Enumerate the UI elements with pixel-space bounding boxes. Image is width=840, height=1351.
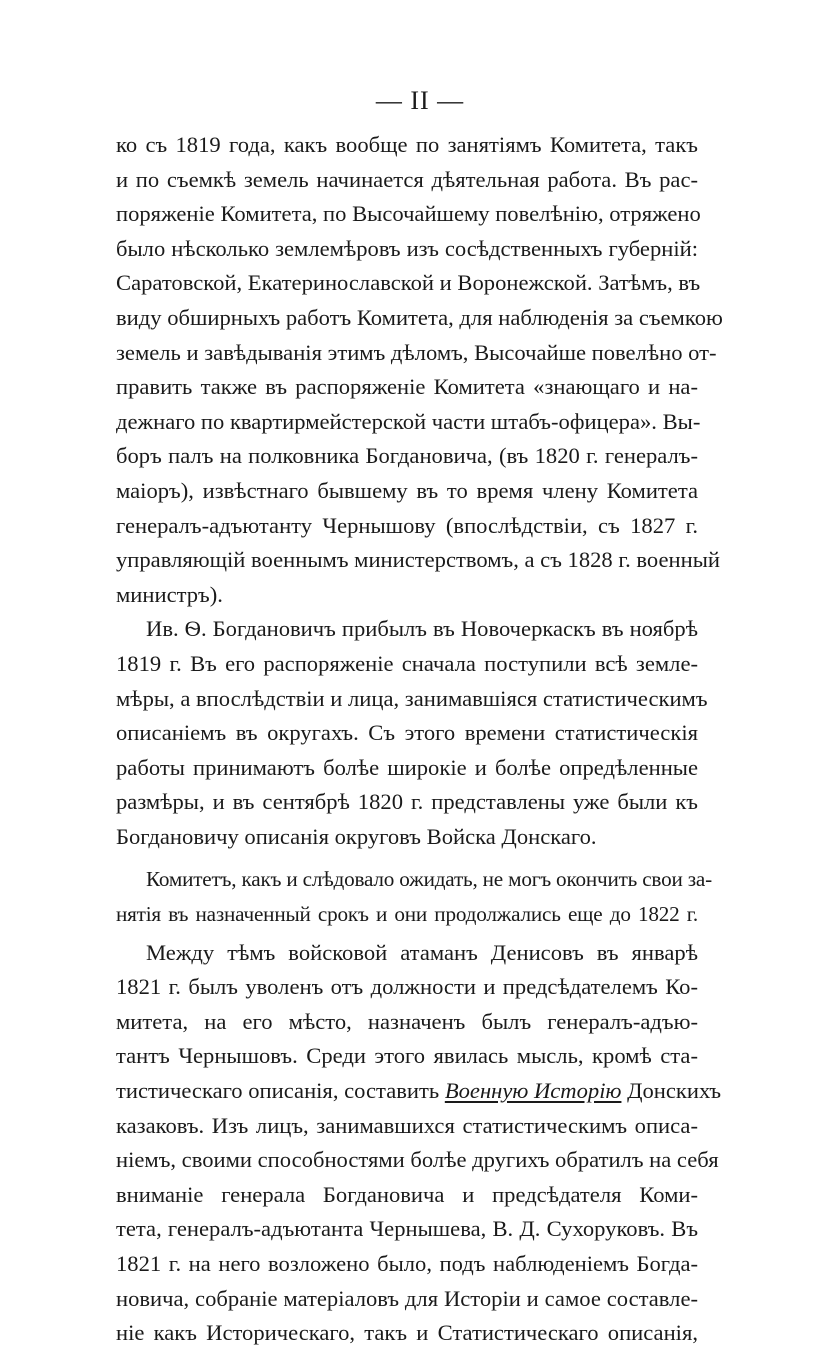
text-line: ко съ 1819 года, какъ вообще по занятіямъ Комитета, такъ	[116, 132, 698, 157]
text-line: земель и завѣдыванія этимъ дѣломъ, Высочайше повелѣно от-	[116, 339, 717, 365]
emphasized-title: Военную Исторію	[444, 1078, 622, 1104]
body-text	[116, 128, 723, 1351]
text-line: тета, генералъ-адъютанта Чернышева, В. Д. Сухоруковъ. Въ	[116, 1216, 698, 1242]
text-line: было нѣсколько землемѣровъ изъ сосѣдственныхъ губерній:	[116, 235, 698, 261]
text-line-with-emphasis	[116, 1074, 722, 1109]
text-line: нятія въ назначенный срокъ и они продолжались еще до 1822 г.	[116, 902, 698, 927]
text-line: ніе какъ Историческаго, такъ и Статистическаго описанія,	[116, 1320, 698, 1346]
text-line: размѣры, и въ сентябрѣ 1820 г. представлены уже были къ	[116, 789, 698, 815]
text-line: работы принимаютъ болѣе широкіе и болѣе опредѣленные	[116, 754, 698, 780]
page-number: — II —	[375, 86, 465, 115]
text-line: поряженіе Комитета, по Высочайшему повелѣнію, отряжено	[116, 201, 701, 227]
text-line: виду обширныхъ работъ Комитета, для наблюденія за съемкою	[116, 304, 723, 330]
text-line: 1821 г. на него возложено было, подъ наблюденіемъ Богда-	[116, 1251, 698, 1276]
paragraph-3	[116, 862, 712, 931]
text-line: тантъ Чернышовъ. Среди этого явилась мысль, кромѣ ста-	[116, 1043, 698, 1069]
text-line: боръ палъ на полковника Богдановича, (въ 1820 г. генералъ-	[116, 443, 698, 469]
text-line: Богдановичу описанія округовъ Войска Донскаго.	[116, 823, 597, 849]
paragraph-4	[116, 936, 722, 1351]
text-line: 1821 г. былъ уволенъ отъ должности и предсѣдателемъ Ко-	[116, 974, 698, 1000]
text-line: Между тѣмъ войсковой атаманъ Денисовъ въ январѣ	[146, 939, 698, 965]
text-line: казаковъ. Изъ лицъ, занимавшихся статистическимъ описа-	[116, 1112, 698, 1138]
text-segment: тистическаго описанія, составить	[116, 1078, 440, 1104]
text-line: министръ).	[116, 581, 223, 607]
text-line: 1819 г. Въ его распоряженіе сначала поступили всѣ земле-	[116, 650, 698, 676]
text-line: описаніемъ въ округахъ. Съ этого времени статистическія	[116, 720, 698, 746]
text-line: Саратовской, Екатеринославской и Воронежской. Затѣмъ, въ	[116, 270, 701, 296]
text-line: митета, на его мѣсто, назначенъ былъ генералъ-адъю-	[116, 1008, 698, 1034]
text-line: маіоръ), извѣстнаго бывшему въ то время члену Комитета	[116, 477, 698, 503]
text-line: новича, собраніе матеріаловъ для Исторіи и самое составле-	[116, 1285, 698, 1311]
text-line: дежнаго по квартирмейстерской части штабъ-офицера». Вы-	[116, 408, 701, 434]
paragraph-1	[116, 128, 723, 612]
text-line: Ив. Ѳ. Богдановичъ прибылъ въ Новочеркаскъ въ ноябрѣ	[146, 616, 698, 642]
text-line: вниманіе генерала Богдановича и предсѣдателя Коми-	[116, 1181, 698, 1207]
text-segment: Донскихъ	[627, 1078, 722, 1104]
text-line: генералъ-адъютанту Чернышову (впослѣдствіи, съ 1827 г.	[116, 512, 698, 538]
text-line: мѣры, а впослѣдствіи и лица, занимавшіяся статистическимъ	[116, 685, 708, 711]
text-line: Комитетъ, какъ и слѣдовало ожидать, не могъ окончить свои за-	[146, 867, 712, 892]
text-line: и по съемкѣ земель начинается дѣятельная работа. Въ рас-	[116, 166, 698, 192]
text-line: править также въ распоряженіе Комитета «знающаго и на-	[116, 374, 698, 400]
text-line: ніемъ, своими способностями болѣе другихъ обратилъ на себя	[116, 1147, 719, 1173]
paragraph-2	[116, 612, 708, 854]
text-line: управляющій военнымъ министерствомъ, а съ 1828 г. военный	[116, 547, 720, 573]
